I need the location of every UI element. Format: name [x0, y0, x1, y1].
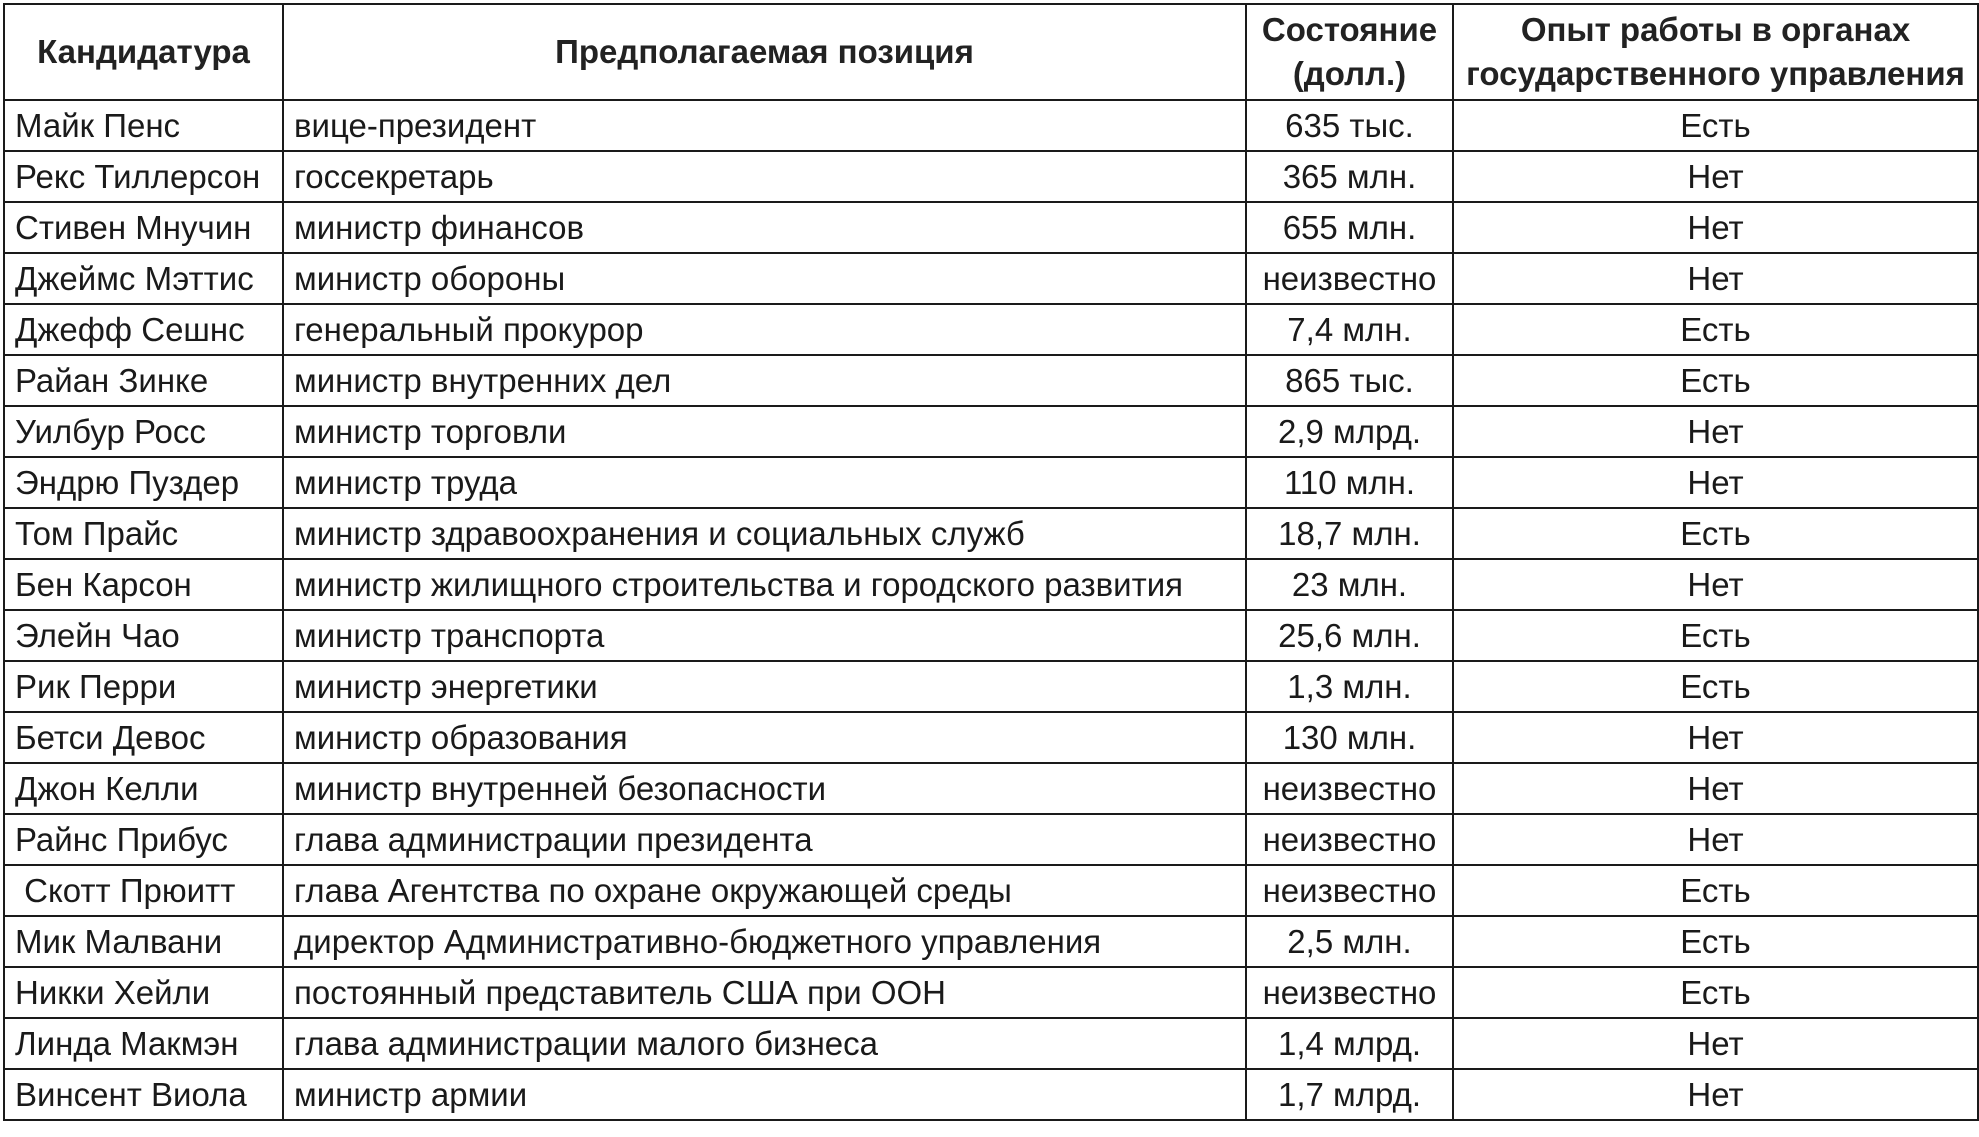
cell-candidate: Стивен Мнучин: [4, 202, 283, 253]
cell-candidate: Бен Карсон: [4, 559, 283, 610]
cell-position: министр жилищного строительства и городского развития: [283, 559, 1246, 610]
cell-candidate: Рекс Тиллерсон: [4, 151, 283, 202]
cell-candidate: Эндрю Пуздер: [4, 457, 283, 508]
header-position-label: Предполагаемая позиция: [555, 33, 974, 70]
table-row: [4, 1018, 1978, 1069]
cell-candidate: Райан Зинке: [4, 355, 283, 406]
table-row: [4, 559, 1978, 610]
cell-position: министр транспорта: [283, 610, 1246, 661]
table-header: [4, 4, 1978, 100]
table-row: [4, 253, 1978, 304]
table-row: [4, 151, 1978, 202]
table-row: [4, 610, 1978, 661]
table-row: [4, 406, 1978, 457]
cell-candidate: Джефф Сешнс: [4, 304, 283, 355]
cell-candidate: Том Прайс: [4, 508, 283, 559]
candidates-table-container: [3, 3, 1977, 1121]
header-position: [283, 4, 1246, 100]
cell-wealth: 365 млн.: [1246, 151, 1453, 202]
cell-wealth: неизвестно: [1246, 967, 1453, 1018]
cell-candidate: Райнс Прибус: [4, 814, 283, 865]
cell-position: министр энергетики: [283, 661, 1246, 712]
cell-wealth: неизвестно: [1246, 865, 1453, 916]
cell-experience: Нет: [1453, 151, 1978, 202]
cell-experience: Есть: [1453, 916, 1978, 967]
cell-wealth: 110 млн.: [1246, 457, 1453, 508]
header-candidate-label: Кандидатура: [37, 33, 250, 70]
cell-wealth: 2,9 млрд.: [1246, 406, 1453, 457]
cell-position: министр обороны: [283, 253, 1246, 304]
header-experience: [1453, 4, 1978, 100]
cell-candidate: Скотт Прюитт: [4, 865, 283, 916]
table-row: [4, 814, 1978, 865]
table-row: [4, 967, 1978, 1018]
cell-candidate: Линда Макмэн: [4, 1018, 283, 1069]
cell-experience: Нет: [1453, 406, 1978, 457]
cell-position: министр торговли: [283, 406, 1246, 457]
cell-position: генеральный прокурор: [283, 304, 1246, 355]
cell-wealth: 1,3 млн.: [1246, 661, 1453, 712]
cell-experience: Нет: [1453, 1069, 1978, 1120]
table-row: [4, 304, 1978, 355]
cell-wealth: 23 млн.: [1246, 559, 1453, 610]
cell-position: министр армии: [283, 1069, 1246, 1120]
cell-position: глава администрации малого бизнеса: [283, 1018, 1246, 1069]
cell-wealth: 25,6 млн.: [1246, 610, 1453, 661]
cell-wealth: 635 тыс.: [1246, 100, 1453, 151]
table-row: [4, 916, 1978, 967]
cell-experience: Нет: [1453, 1018, 1978, 1069]
cell-candidate: Элейн Чао: [4, 610, 283, 661]
cell-candidate: Майк Пенс: [4, 100, 283, 151]
cell-candidate: Мик Малвани: [4, 916, 283, 967]
cell-experience: Есть: [1453, 304, 1978, 355]
table-row: [4, 508, 1978, 559]
cell-wealth: 655 млн.: [1246, 202, 1453, 253]
cell-wealth: неизвестно: [1246, 814, 1453, 865]
cell-position: министр здравоохранения и социальных служб: [283, 508, 1246, 559]
cell-position: глава администрации президента: [283, 814, 1246, 865]
cell-wealth: 130 млн.: [1246, 712, 1453, 763]
cell-position: министр внутренних дел: [283, 355, 1246, 406]
cell-position: министр труда: [283, 457, 1246, 508]
table-row: [4, 355, 1978, 406]
cell-wealth: 18,7 млн.: [1246, 508, 1453, 559]
cell-candidate: Джеймс Мэттис: [4, 253, 283, 304]
table-row: [4, 100, 1978, 151]
cell-experience: Есть: [1453, 610, 1978, 661]
cell-wealth: 2,5 млн.: [1246, 916, 1453, 967]
cell-candidate: Джон Келли: [4, 763, 283, 814]
cell-position: постоянный представитель США при ООН: [283, 967, 1246, 1018]
cell-position: госсекретарь: [283, 151, 1246, 202]
table-row: [4, 1069, 1978, 1120]
cell-position: министр образования: [283, 712, 1246, 763]
header-wealth: [1246, 4, 1453, 100]
header-experience-label: Опыт работы в органах государственного управления: [1466, 11, 1965, 92]
cell-wealth: 7,4 млн.: [1246, 304, 1453, 355]
cell-candidate: Рик Перри: [4, 661, 283, 712]
header-candidate: [4, 4, 283, 100]
cell-position: глава Агентства по охране окружающей среды: [283, 865, 1246, 916]
cell-candidate: Никки Хейли: [4, 967, 283, 1018]
cell-experience: Есть: [1453, 661, 1978, 712]
cell-wealth: 1,4 млрд.: [1246, 1018, 1453, 1069]
header-wealth-label: Состояние (долл.): [1261, 11, 1438, 92]
cell-candidate: Уилбур Росс: [4, 406, 283, 457]
cell-wealth: 1,7 млрд.: [1246, 1069, 1453, 1120]
table-body: [4, 100, 1978, 1120]
cell-experience: Нет: [1453, 202, 1978, 253]
cell-experience: Нет: [1453, 712, 1978, 763]
cell-position: вице-президент: [283, 100, 1246, 151]
cell-wealth: неизвестно: [1246, 253, 1453, 304]
table-row: [4, 763, 1978, 814]
cell-wealth: 865 тыс.: [1246, 355, 1453, 406]
cell-experience: Есть: [1453, 355, 1978, 406]
cell-experience: Нет: [1453, 814, 1978, 865]
cell-experience: Нет: [1453, 457, 1978, 508]
table-row: [4, 202, 1978, 253]
cell-experience: Нет: [1453, 559, 1978, 610]
cell-position: директор Административно-бюджетного управления: [283, 916, 1246, 967]
cell-candidate: Бетси Девос: [4, 712, 283, 763]
cell-position: министр финансов: [283, 202, 1246, 253]
table-row: [4, 661, 1978, 712]
table-row: [4, 457, 1978, 508]
cell-experience: Есть: [1453, 967, 1978, 1018]
cell-experience: Есть: [1453, 508, 1978, 559]
cell-experience: Есть: [1453, 100, 1978, 151]
table-row: [4, 712, 1978, 763]
cell-candidate: Винсент Виола: [4, 1069, 283, 1120]
table-row: [4, 865, 1978, 916]
cell-position: министр внутренней безопасности: [283, 763, 1246, 814]
cell-experience: Нет: [1453, 253, 1978, 304]
cell-wealth: неизвестно: [1246, 763, 1453, 814]
cell-experience: Нет: [1453, 763, 1978, 814]
cell-experience: Есть: [1453, 865, 1978, 916]
candidates-table: [3, 3, 1979, 1121]
header-row: [4, 4, 1978, 100]
